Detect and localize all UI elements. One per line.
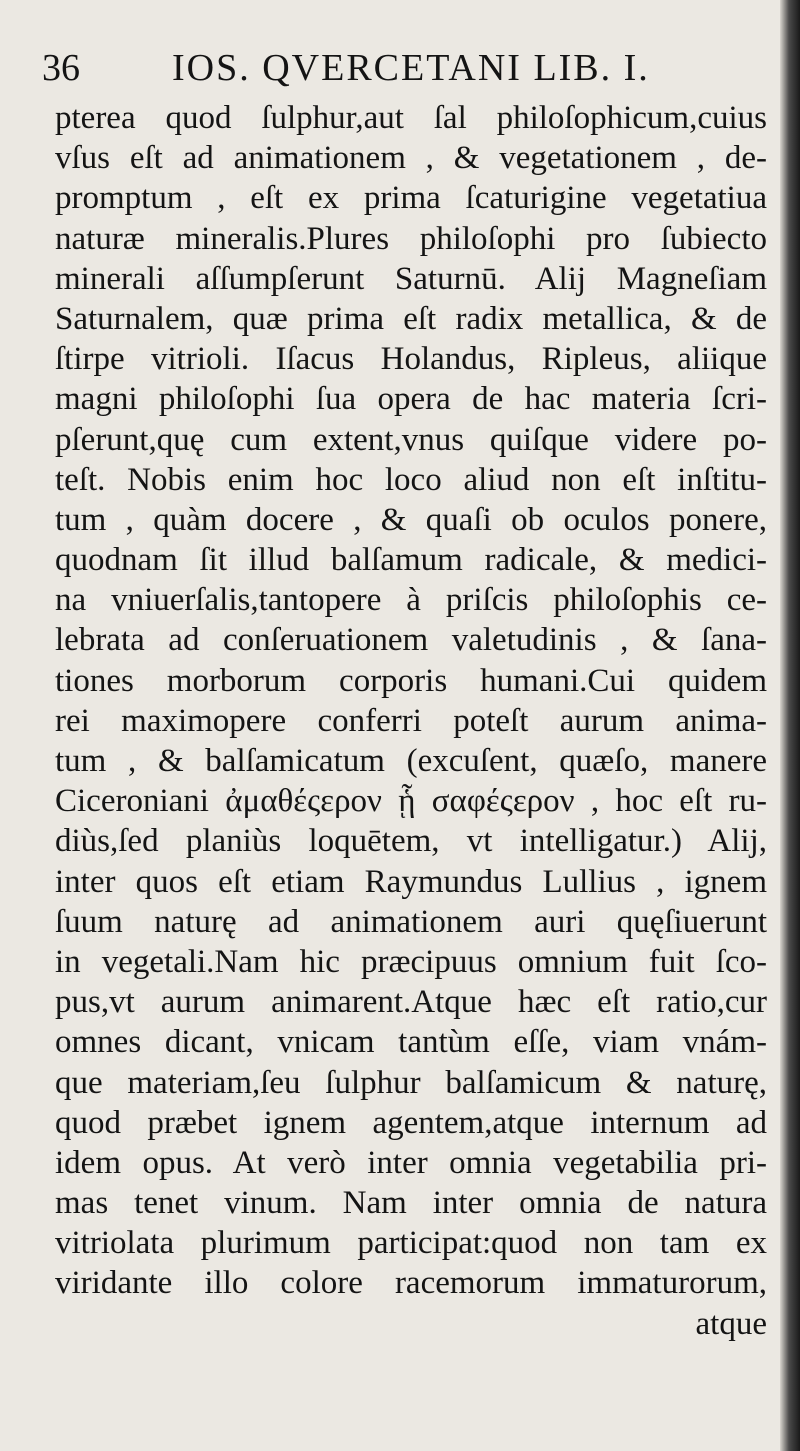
text-line: omnes dicant, vnicam tantùm eſſe, viam vnám- xyxy=(55,1024,767,1061)
running-title: IOS. QVERCETANI LIB. I. xyxy=(172,47,650,89)
text-line: quodnam ſit illud balſamum radicale, & medici- xyxy=(55,542,767,579)
page-number: 36 xyxy=(42,47,80,89)
text-line: viridante illo colore racemorum immaturorum, xyxy=(55,1265,767,1302)
text-line: diùs,ſed planiùs loquētem, vt intelligatur.) Alij, xyxy=(55,823,767,860)
text-line: na vniuerſalis,tantopere à priſcis philoſophis ce- xyxy=(55,582,767,619)
catchword: atque xyxy=(695,1305,767,1342)
text-line: Saturnalem, quæ prima eſt radix metallica, & de xyxy=(55,300,767,337)
text-line: rei maximopere conferri poteſt aurum anima- xyxy=(55,702,767,739)
text-line: que materiam,ſeu ſulphur balſamicum & naturę, xyxy=(55,1064,767,1101)
text-line: vitriolata plurimum participat:quod non tam ex xyxy=(55,1225,767,1262)
text-line: ſtirpe vitrioli. Iſacus Holandus, Ripleus, aliique xyxy=(55,341,767,378)
text-line: tum , quàm docere , & quaſi ob oculos ponere, xyxy=(55,501,767,538)
text-line: vſus eſt ad animationem , & vegetationem , de- xyxy=(55,140,767,177)
text-line: tiones morborum corporis humani.Cui quidem xyxy=(55,662,767,699)
text-line: Ciceroniani ἀμαθέςερον ᾗ σαφέςερον , hoc eſt ru- xyxy=(55,783,767,820)
text-line: pſerunt,quę cum extent,vnus quiſque videre po- xyxy=(55,421,767,458)
text-line: tum , & balſamicatum (excuſent, quæſo, manere xyxy=(55,743,767,779)
text-line: inter quos eſt etiam Raymundus Lullius , ignem xyxy=(55,863,767,900)
text-line: idem opus. At verò inter omnia vegetabilia pri- xyxy=(55,1144,767,1181)
text-line: lebrata ad conſeruationem valetudinis , & ſana- xyxy=(55,622,767,659)
text-line: pus,vt aurum animarent.Atque hæc eſt ratio,cur xyxy=(55,984,767,1021)
body-text xyxy=(55,98,767,1344)
text-line: minerali aſſumpſerunt Saturnū. Alij Magneſiam xyxy=(55,260,767,297)
page-binding-edge xyxy=(780,0,800,1451)
text-line: promptum , eſt ex prima ſcaturigine vegetatiua xyxy=(55,180,767,217)
page-header xyxy=(42,40,762,96)
text-line: magni philoſophi ſua opera de hac materia ſcri- xyxy=(55,381,767,418)
text-line: mas tenet vinum. Nam inter omnia de natura xyxy=(55,1185,767,1222)
text-line: teſt. Nobis enim hoc loco aliud non eſt inſtitu- xyxy=(55,461,767,498)
text-line: pterea quod ſulphur,aut ſal philoſophicum,cuius xyxy=(55,100,767,136)
text-line: ſuum naturę ad animationem auri quęſiuerunt xyxy=(55,903,767,940)
text-line: quod præbet ignem agentem,atque internum ad xyxy=(55,1104,767,1141)
text-line: naturæ mineralis.Plures philoſophi pro ſubiecto xyxy=(55,220,767,257)
text-line: in vegetali.Nam hic præcipuus omnium fuit ſco- xyxy=(55,943,767,980)
